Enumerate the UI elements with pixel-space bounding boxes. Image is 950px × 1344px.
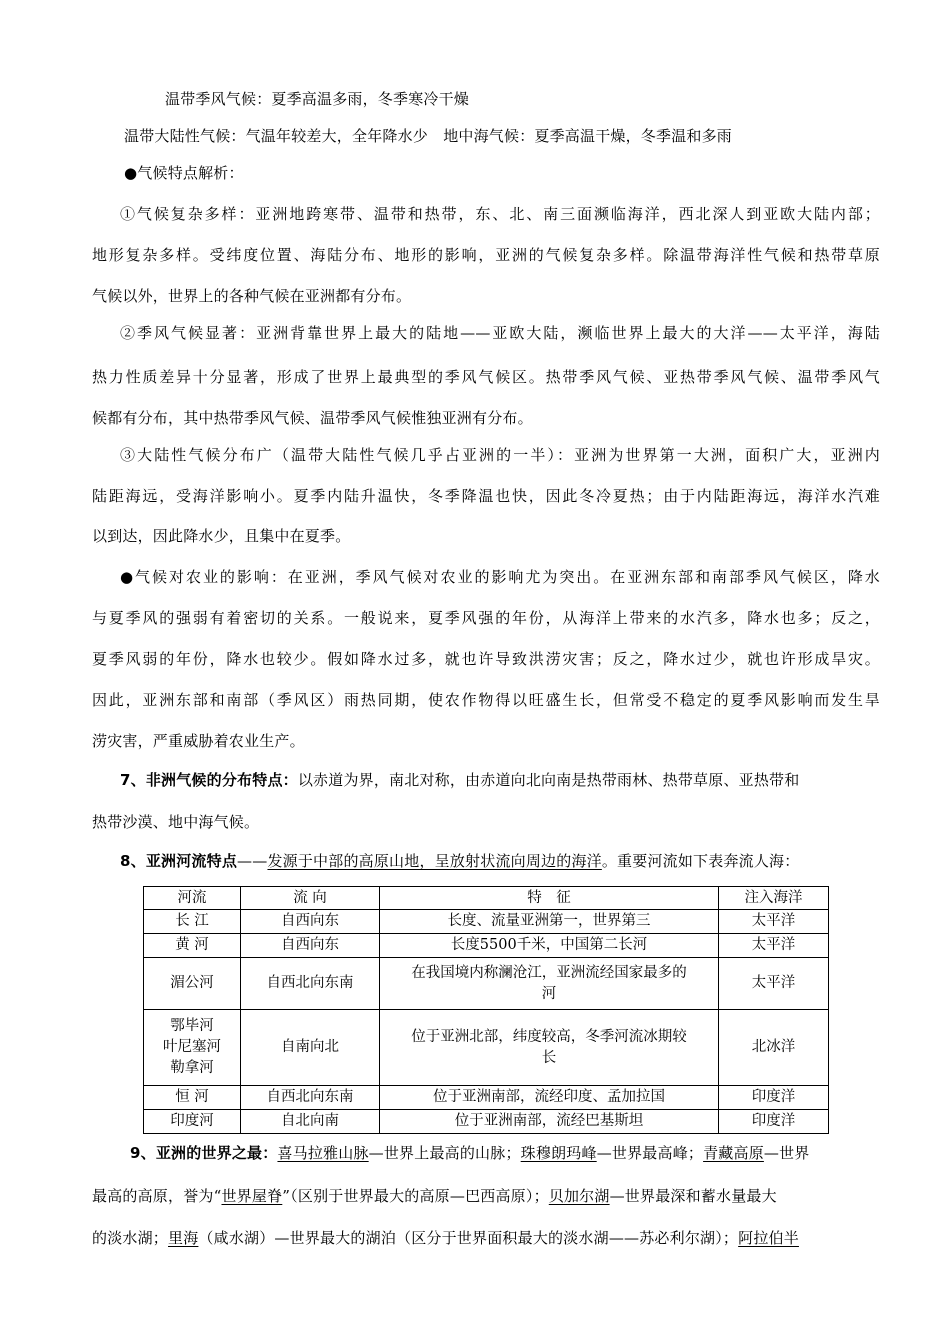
- cell-feature: 长度、流量亚洲第一，世界第三: [380, 910, 719, 934]
- section9-heading: 9、亚洲的世界之最：: [130, 1144, 278, 1162]
- header-direction: 流 向: [241, 887, 380, 910]
- cell-feature: [380, 1010, 719, 1086]
- table-row: [144, 1010, 829, 1086]
- cell-ocean: 北冰洋: [719, 1010, 829, 1086]
- cell-feature: 位于亚洲南部，流经印度、孟加拉国: [380, 1086, 719, 1110]
- cell-river: 恒 河: [144, 1086, 241, 1110]
- cell-feature-line: 长: [541, 1049, 557, 1066]
- cell-feature: 长度5500千米，中国第二长河: [380, 934, 719, 958]
- section9-text: （咸水湖）—世界最大的湖泊（区分于世界面积最大的淡水湖——苏必利尔湖）；: [198, 1229, 739, 1247]
- para2-line1: ②季风气候显著：亚洲背靠世界上最大的陆地——亚欧大陆，濒临世界上最大的大洋——太平洋，海陆: [120, 324, 880, 342]
- table-row: [144, 958, 829, 1010]
- cell-direction: 自南向北: [241, 1010, 380, 1086]
- para3-line3: 以到达，因此降水少，且集中在夏季。: [92, 527, 351, 545]
- section8-heading: 8、亚洲河流特点: [120, 852, 238, 870]
- header-river: 河流: [144, 887, 241, 910]
- cell-direction: 自西向东: [241, 934, 380, 958]
- cell-river: 黄 河: [144, 934, 241, 958]
- line-temperate-continental: 温带大陆性气候：气温年较差大，全年降水少 地中海气候：夏季高温干燥，冬季温和多雨: [124, 127, 733, 145]
- cell-river-line: 勒拿河: [170, 1060, 214, 1076]
- rivers-table: [143, 886, 829, 1134]
- section8-dash: ——: [237, 852, 268, 870]
- line-climate-analysis-heading: ●气候特点解析：: [124, 164, 244, 182]
- para1-line1: ①气候复杂多样：亚洲地跨寒带、温带和热带，东、北、南三面濒临海洋，西北深人到亚欧大陆内部；: [120, 205, 880, 223]
- term-roof-of-world: 世界屋脊: [221, 1187, 283, 1205]
- term-tibet-plateau: 青藏高原: [703, 1144, 764, 1162]
- section7-line2: 热带沙漠、地中海气候。: [92, 813, 260, 831]
- term-arabian: 阿拉伯半: [738, 1229, 799, 1247]
- para2-line2: 热力性质差异十分显著，形成了世界上最典型的季风气候区。热带季风气候、亚热带季风气候、温带季风气: [92, 368, 880, 386]
- cell-ocean: 太平洋: [719, 910, 829, 934]
- cell-feature: 位于亚洲南部，流经巴基斯坦: [380, 1110, 719, 1134]
- cell-direction: 自西北向东南: [241, 1086, 380, 1110]
- cell-river: [144, 1010, 241, 1086]
- section9-text: ”（区别于世界最大的高原—巴西高原）；: [282, 1187, 549, 1205]
- term-himalayas: 喜马拉雅山脉: [277, 1144, 369, 1162]
- para4-line5: 涝灾害，严重威胁着农业生产。: [92, 732, 305, 750]
- cell-direction: 自西向东: [241, 910, 380, 934]
- cell-ocean: 印度洋: [719, 1110, 829, 1134]
- para3-line1: ③大陆性气候分布广（温带大陆性气候几乎占亚洲的一半）：亚洲为世界第一大洲，面积广大，亚洲内: [120, 446, 880, 464]
- para2-line3: 候都有分布，其中热带季风气候、温带季风气候惟独亚洲有分布。: [92, 409, 533, 427]
- para4-line1: ●气候对农业的影响：在亚洲，季风气候对农业的影响尤为突出。在亚洲东部和南部季风气候区，降水: [120, 568, 880, 586]
- cell-ocean: 太平洋: [719, 934, 829, 958]
- term-caspian: 里海: [168, 1229, 199, 1247]
- para4-line2: 与夏季风的强弱有着密切的关系。一般说来，夏季风强的年份，从海洋上带来的水汽多，降水也多；反之，: [92, 609, 880, 627]
- section9-text: —世界最深和蓄水量最大: [609, 1187, 777, 1205]
- cell-river: 印度河: [144, 1110, 241, 1134]
- section8-tail: 。重要河流如下表奔流人海：: [601, 852, 800, 870]
- section7-line1: [120, 770, 920, 790]
- para4-line4: 因此，亚洲东部和南部（季风区）雨热同期，使农作物得以旺盛生长，但常受不稳定的夏季风影响而发生旱: [92, 691, 880, 709]
- cell-direction: 自北向南: [241, 1110, 380, 1134]
- line-temperate-monsoon: 温带季风气候：夏季高温多雨，冬季寒冷干燥: [165, 90, 470, 108]
- section8-underlined: 发源于中部的高原山地，呈放射状流向周边的海洋: [267, 852, 602, 870]
- section9-line2: [92, 1186, 892, 1206]
- section7-heading: 7、非洲气候的分布特点：: [120, 771, 298, 789]
- term-baikal: 贝加尔湖: [548, 1187, 610, 1205]
- section9-line1: [130, 1143, 930, 1163]
- cell-feature: [380, 958, 719, 1010]
- section9-text: 的淡水湖；: [92, 1229, 169, 1247]
- table-row: [144, 1086, 829, 1110]
- cell-ocean: 印度洋: [719, 1086, 829, 1110]
- para3-line2: 陆距海远，受海洋影响小。夏季内陆升温快，冬季降温也快，因此冬冷夏热；由于内陆距海远，海洋水汽难: [92, 487, 880, 505]
- section8-line: [120, 851, 920, 871]
- cell-feature-line: 在我国境内称澜沧江，亚洲流经国家最多的: [411, 964, 687, 981]
- cell-river: 长 江: [144, 910, 241, 934]
- table-row: [144, 910, 829, 934]
- term-everest: 珠穆朗玛峰: [520, 1144, 597, 1162]
- para1-line3: 气候以外，世界上的各种气候在亚洲都有分布。: [92, 287, 412, 305]
- table-row: [144, 1110, 829, 1134]
- para4-line3: 夏季风弱的年份，降水也较少。假如降水过多，就也许导致洪涝灾害；反之，降水过少，就也许形成旱灾。: [92, 650, 880, 668]
- cell-river-line: 叶尼塞河: [163, 1039, 221, 1055]
- section9-text: 最高的高原，誉为“: [92, 1187, 222, 1205]
- header-feature: 特 征: [380, 887, 719, 910]
- header-ocean: 注入海洋: [719, 887, 829, 910]
- cell-river-line: 鄂毕河: [170, 1018, 214, 1034]
- para1-line2: 地形复杂多样。受纬度位置、海陆分布、地形的影响，亚洲的气候复杂多样。除温带海洋性气候和热带草原: [92, 246, 880, 264]
- cell-direction: 自西北向东南: [241, 958, 380, 1010]
- section9-text: —世界最高峰；: [596, 1144, 704, 1162]
- section7-text: 以赤道为界，南北对称，由赤道向北向南是热带雨林、热带草原、亚热带和: [297, 771, 800, 789]
- section9-text: —世界上最高的山脉；: [368, 1144, 521, 1162]
- section9-line3: [92, 1228, 892, 1248]
- cell-feature-line: 位于亚洲北部，纬度较高，冬季河流冰期较: [411, 1028, 687, 1045]
- table-header-row: [144, 887, 829, 910]
- cell-river: 湄公河: [144, 958, 241, 1010]
- section9-text: —世界: [763, 1144, 810, 1162]
- cell-ocean: 太平洋: [719, 958, 829, 1010]
- cell-feature-line: 河: [541, 985, 557, 1002]
- table-row: [144, 934, 829, 958]
